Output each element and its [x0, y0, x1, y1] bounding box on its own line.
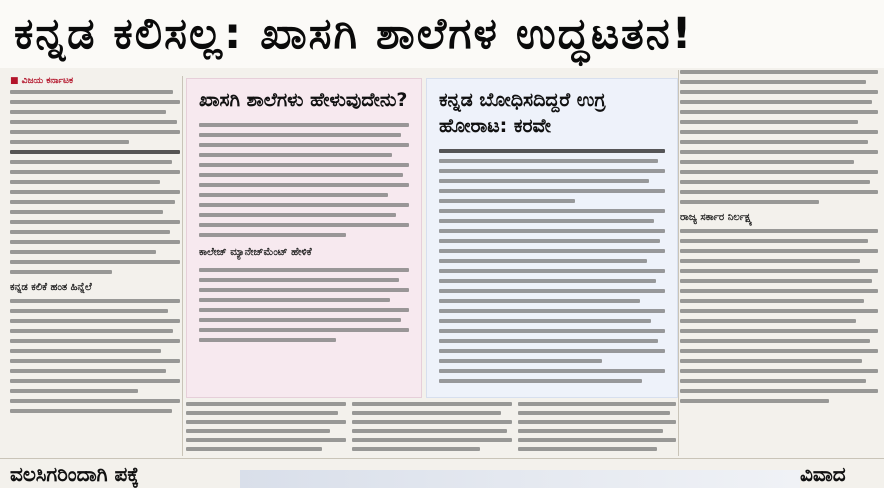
blue-box-body	[427, 143, 677, 389]
left-subhead: ಕನ್ನಡ ಕಲಿಕೆ ಹಂತ ಹಿನ್ನೆಲೆ	[10, 282, 92, 293]
left-article-body-2	[10, 299, 180, 413]
pink-box-title: ಖಾಸಗಿ ಶಾಲೆಗಳು ಹೇಳುವುದೇನು?	[199, 89, 408, 111]
right-article-body-2	[680, 229, 878, 403]
right-article-body	[680, 70, 878, 204]
article-continuation-3	[518, 402, 676, 454]
bottom-banner-strip	[240, 470, 800, 488]
blue-box-title: ಕನ್ನಡ ಬೋಧಿಸದಿದ್ದರೆ ಉಗ್ರ ಹೋರಾಟ: ಕರವೇ	[439, 89, 606, 137]
right-article-column	[680, 70, 878, 450]
article-continuation-1	[186, 402, 346, 454]
bottom-left-heading: ವಲಸಿಗರಿಂದಾಗಿ ಪಕ್ಕೆ	[10, 462, 140, 486]
headline-banner	[0, 0, 884, 68]
byline: ■ ವಿಜಯ ಕರ್ನಾಟಕ	[10, 76, 74, 86]
section-divider	[0, 458, 884, 459]
column-divider-right	[678, 70, 679, 456]
pink-box-subhead: ಕಾಲೇಜ್ ಮ್ಯಾನೇಜ್‌ಮೆಂಟ್ ಹೇಳಿಕೆ	[199, 247, 312, 258]
column-divider	[182, 76, 183, 456]
headline-text: ಕನ್ನಡ ಕಲಿಸಲ್ಲ: ಖಾಸಗಿ ಶಾಲೆಗಳ ಉದ್ಧಟತನ!	[14, 9, 694, 59]
pink-box-body-2	[187, 262, 421, 348]
right-subhead: ರಾಜ್ಯ ಸರ್ಕಾರ ನಿರ್ಲಕ್ಷ್ಯ	[680, 212, 753, 223]
sidebar-box-karave	[426, 78, 678, 398]
left-article-body	[10, 90, 180, 274]
sidebar-box-private-schools	[186, 78, 422, 398]
pink-box-body	[187, 117, 421, 243]
bottom-right-heading: ವಿವಾದ	[800, 462, 846, 486]
article-continuation-2	[352, 402, 512, 454]
left-article-column	[10, 76, 180, 456]
